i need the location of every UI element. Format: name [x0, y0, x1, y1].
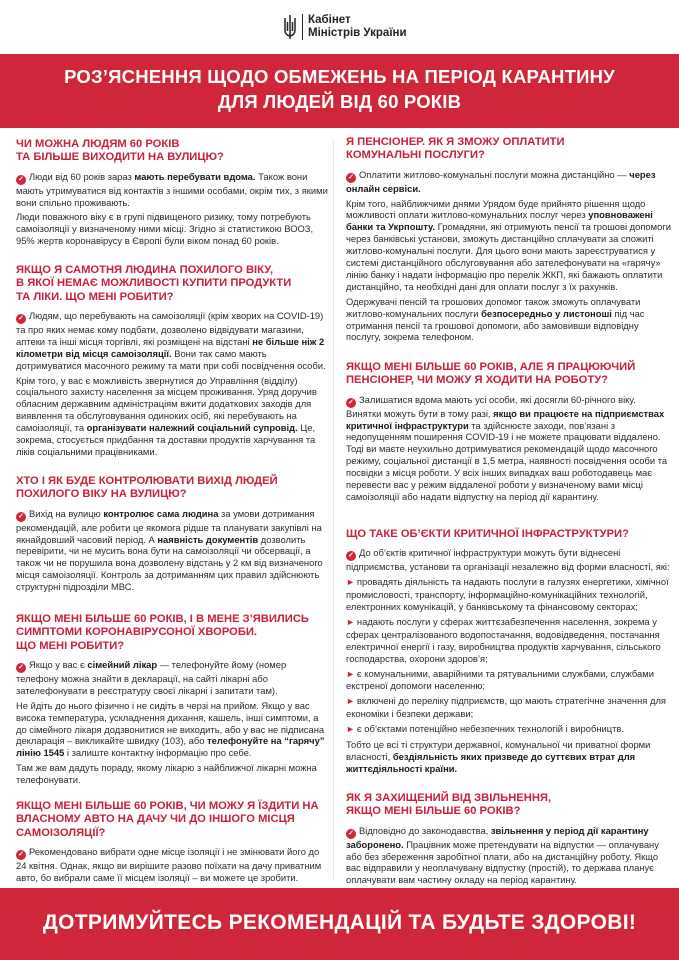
list-item: ► є комунальними, аварійними та рятувальними службами, службами екстреної допомоги населенню; [346, 667, 654, 692]
page-header [0, 0, 679, 52]
footer-slogan: ДОТРИМУЙТЕСЬ РЕКОМЕНДАЦІЙ ТА БУДЬТЕ ЗДОРОВІ! [42, 911, 637, 934]
section-working-pensioner [340, 361, 673, 506]
title-line: СИМПТОМИ КОРОНАВІРУСОНОЇ ХВОРОБИ. [16, 626, 258, 639]
section-body [10, 659, 329, 786]
arrow-icon: ► [346, 616, 355, 627]
trident-icon [283, 14, 297, 40]
section-can-go-outside [10, 138, 329, 250]
section-title [10, 800, 329, 840]
paragraph: Не йдіть до нього фізично і не сидіть в черзі на прийом. Якщо у вас висока температура, ускладнення дихання, кашель, інші симптоми, а до сімейного лікаря додзвонитися не виходить, або у вас не підписана декларація – викликайте швидку (103), або телефонуйте на “гарячу” лінію 1545 і залиште контактну інформацію про себе. [16, 699, 325, 759]
section-utility-payments [340, 136, 673, 346]
paragraph: ✓ Людям, що перебувають на самоізоляції (крім хворих на COVID-19) та про яких немає кому подбати, дозволено відвідувати магазини, аптеки та інші місця торгівлі, які розміщені на відстані не більше ніж 2 кілометри від місця самоізоляції. Вони так само мають дотримуватися масочного режиму та мати при собі посвідчення особи. [16, 309, 326, 371]
title-line: ЯКЩО МЕНІ БІЛЬШЕ 60 РОКІВ, ЧИ МОЖУ Я ЇЗДИТИ НА [16, 800, 319, 812]
check-icon: ✓ [16, 175, 26, 185]
section-title [10, 138, 329, 165]
section-body [340, 169, 673, 344]
title-line: ЯКЩО Я САМОТНЯ ЛЮДИНА ПОХИЛОГО ВІКУ, [16, 264, 274, 276]
title-line: ВЛАСНОМУ АВТО НА ДАЧУ ЧИ ДО ІНШОГО МІСЦЯ [16, 813, 295, 826]
title-banner [0, 54, 679, 128]
list-item: ► провадять діяльність та надають послуги в галузях енергетики, хімічної промисловості, транспорту, інформаційно-комунікаційних технологій, електронних комунікацій, у банківському та фінансовому секторах; [346, 576, 669, 613]
list-item: ► надають послуги у сферах життєзабезпечення населення, зокрема у сферах централізованого водопостачання, водовідведення, постачання електричної енергії і газу, виробництва продуктів харчування, сільського господарства, охорони здоров’я; [346, 615, 661, 664]
section-body [10, 846, 329, 884]
page-title-line-2: ДЛЯ ЛЮДЕЙ ВІД 60 РОКІВ [217, 91, 462, 112]
check-icon: ✓ [346, 173, 356, 183]
arrow-icon: ► [346, 724, 355, 735]
section-critical-infrastructure [340, 528, 673, 778]
title-line: ЯКЩО МЕНІ БІЛЬШЕ 60 РОКІВ? [346, 805, 521, 818]
arrow-icon: ► [346, 668, 355, 679]
title-line: КОМУНАЛЬНІ ПОСЛУГИ? [346, 149, 485, 162]
list-item: ► включені до переліку підприємств, що мають стратегічне значення для економіки і безпеки держави; [346, 695, 666, 720]
column-divider [333, 140, 334, 880]
paragraph: ✓ Якщо у вас є сімейний лікар — телефонуйте йому (номер телефону можна знайти в декларації, на сайті лікарні або зателефонувати в реєстратуру своєї лікарні і запитати там). [16, 658, 287, 696]
title-line: ТА БІЛЬШЕ ВИХОДИТИ НА ВУЛИЦЮ? [16, 151, 224, 164]
paragraph: ✓ Вихід на вулицю контролює сама людина за умови дотримання рекомендацій, але робити це якомога рідше та планувати закупівлі на якнайдовший часовий період. А наявність документів дозволить перевірити, чи не мусить вона бути на самоізоляції чи обсервації, а також чи не порушила вона дозволену відстань у 2 км від визначеного місця самоізоляції. Контроль за дотриманням цих правил здійснюють структурні підрозділи МВС. [16, 507, 323, 593]
title-line: ТА ЛІКИ. ЩО МЕНІ РОБИТИ? [16, 290, 174, 303]
title-line: ЩО МЕНІ РОБИТИ? [16, 639, 125, 652]
check-icon: ✓ [16, 314, 26, 324]
paragraph: ✓ Люди від 60 років зараз мають перебувати вдома. Також вони мають утримуватися від контактів з іншими особами, окрім тих, з якими вони спільно проживають. [16, 170, 328, 208]
section-who-controls [10, 475, 329, 596]
check-icon: ✓ [346, 398, 356, 408]
arrow-icon: ► [346, 577, 355, 588]
check-icon: ✓ [16, 663, 26, 673]
paragraph: ✓ Залишатися вдома мають усі особи, які досягли 60-річного віку. Винятки можуть бути в тому разі, якщо ви працюєте на підприємствах критичної інфраструктури та здійснюєте заходи, пов’язані з недопущенням поширення COVID-19 і не можете працювати віддалено. Тоді ви маєте неухильно дотримуватися рекомендацій щодо масочного режиму, соціальної дистанції в 1,5 метра, наявності посвідчення особи та посвідки з місця роботи. У всіх інших випадках ваш роботодавець має перевести вас у режим віддаленої роботи у визначеному вами місці самоізоляції або надати відпустку на період дії карантину. [346, 393, 668, 502]
section-title [340, 136, 673, 163]
title-line: ЧИ МОЖНА ЛЮДЯМ 60 РОКІВ [16, 138, 180, 150]
title-line: ПЕНСІОНЕР, ЧИ МОЖУ Я ХОДИТИ НА РОБОТУ? [346, 374, 609, 387]
logo-text [308, 14, 407, 40]
check-icon: ✓ [16, 850, 26, 860]
section-body [10, 508, 329, 593]
section-title [10, 613, 329, 653]
paragraph: Люди поважного віку є в групі підвищеного ризику, тому потребують самоізоляції у визначеному ними місці. Згідно зі статистикою ВООЗ, 95% жертв коронавірусу в Європі були віком понад 60 років. [16, 211, 314, 247]
title-line: ЯК Я ЗАХИЩЕНИЙ ВІД ЗВІЛЬНЕННЯ, [346, 792, 552, 804]
section-title [340, 528, 673, 541]
section-title [10, 264, 329, 304]
logo-divider [302, 14, 303, 40]
section-lonely-elderly [10, 264, 329, 461]
title-line: В ЯКОЇ НЕМАЄ МОЖЛИВОСТІ КУПИТИ ПРОДУКТИ [16, 277, 292, 290]
section-car-to-dacha [10, 800, 329, 887]
logo-line-2: Міністрів України [308, 27, 407, 39]
paragraph: Тобто це всі ті структури державної, комунальної чи приватної форми власності, бездіяльність яких призведе до суттєвих втрат для життєдіяльності країни. [346, 739, 651, 774]
section-dismissal-protection [340, 792, 673, 889]
section-title [340, 792, 673, 819]
section-body [340, 825, 673, 887]
paragraph: Одержувачі пенсій та грошових допомог також зможуть оплачувати житлово-комунальних послуги безпосередньо у листоноші під час отримання пенсії та грошової допомоги, або замовивши відповідну послугу, зокрема телефоном. [346, 295, 645, 343]
section-body [340, 394, 673, 503]
title-line: ЯКЩО МЕНІ БІЛЬШЕ 60 РОКІВ, АЛЕ Я ПРАЦЮЮЧИЙ [346, 361, 636, 373]
paragraph: ✓ Рекомендовано вибрати одне місце ізоляції і не змінювати його до 24 квітня. Однак, якщо ви вирішите разово поїхати на дачу приватним авто, бо вибрали саме її місцем ізоляції – ви можете це зробити. [16, 845, 322, 883]
logo-line-1: Кабінет [308, 14, 351, 26]
page-title-line-1: РОЗ’ЯСНЕННЯ ЩОДО ОБМЕЖЕНЬ НА ПЕРІОД КАРАНТИНУ [64, 66, 615, 87]
paragraph: Крім того, найближчими днями Урядом буде прийнято рішення щодо можливості оплати житлово-комунальних послуг через уповноважені банки та Укрпошту. Громадяни, які отримують пенсії та грошові допомоги через банківські установи, зможуть дистанційно сплачувати за спожиті житлово-комунальні послуги. Для цього вони мають зареєструватися у системі дистанційного обслуговування або зателефонувати на «гарячу» лінію банку і надати інформацію про перелік ЖКП, які бажають оплатити дистанційно, та необхідні дані для оплати послуг з їх рахунків. [346, 197, 671, 292]
paragraph: Крім того, у вас є можливість звернутися до Управління (відділу) соціального захисту населення за місцем проживання. Уряд доручив обласним державним адміністраціям вжити додаткових заходів для виявлення та обслуговування одиноких осіб, які перебувають на самоізоляції, та організувати належний соціальний супровід. Це, зокрема, стосується придбання та доставки продуктів харчування та ліків соціальними працівниками. [16, 374, 317, 457]
section-title [340, 361, 673, 388]
footer-banner [0, 888, 679, 960]
title-line: ЩО ТАКЕ ОБ’ЄКТИ КРИТИЧНОЇ ІНФРАСТРУКТУРИ? [346, 528, 629, 540]
section-body [10, 171, 329, 248]
section-symptoms [10, 613, 329, 789]
section-body [10, 310, 329, 458]
section-body [340, 547, 673, 775]
title-line: Я ПЕНСІОНЕР. ЯК Я ЗМОЖУ ОПЛАТИТИ [346, 136, 565, 148]
paragraph: ✓ Відповідно до законодавства, звільнення у період дії карантину заборонено. Працівник може претендувати на відпустки — оплачувану або без збереження заробітної плати, або на дистанційну роботу. Якщо вас відправили у неоплачувану відпустку (простій), то держава планує оплачувати вам частину окладу на період карантину. [346, 824, 659, 886]
title-line: ХТО І ЯК БУДЕ КОНТРОЛЮВАТИ ВИХІД ЛЮДЕЙ [16, 475, 278, 487]
arrow-icon: ► [346, 696, 355, 707]
check-icon: ✓ [16, 512, 26, 522]
paragraph: ✓ До об’єктів критичної інфраструктури можуть бути віднесені підприємства, установи та організації незалежно від форми власності, які: [346, 547, 670, 573]
check-icon: ✓ [346, 829, 356, 839]
paragraph: ✓ Оплатити житлово-комунальні послуги можна дистанційно — через онлайн сервіси. [346, 168, 656, 194]
list-item: ► є об’єктами потенційно небезпечних технологій і виробництв. [346, 723, 624, 735]
paragraph: Там же вам дадуть пораду, якому лікарю з найближчої лікарні можна телефонувати. [16, 762, 317, 786]
title-line: ПОХИЛОГО ВІКУ НА ВУЛИЦЮ? [16, 488, 187, 501]
title-line: ЯКЩО МЕНІ БІЛЬШЕ 60 РОКІВ, І В МЕНЕ З’ЯВИЛИСЬ [16, 613, 309, 625]
title-line: САМОІЗОЛЯЦІЇ? [16, 826, 106, 839]
section-title [10, 475, 329, 502]
check-icon: ✓ [346, 551, 356, 561]
